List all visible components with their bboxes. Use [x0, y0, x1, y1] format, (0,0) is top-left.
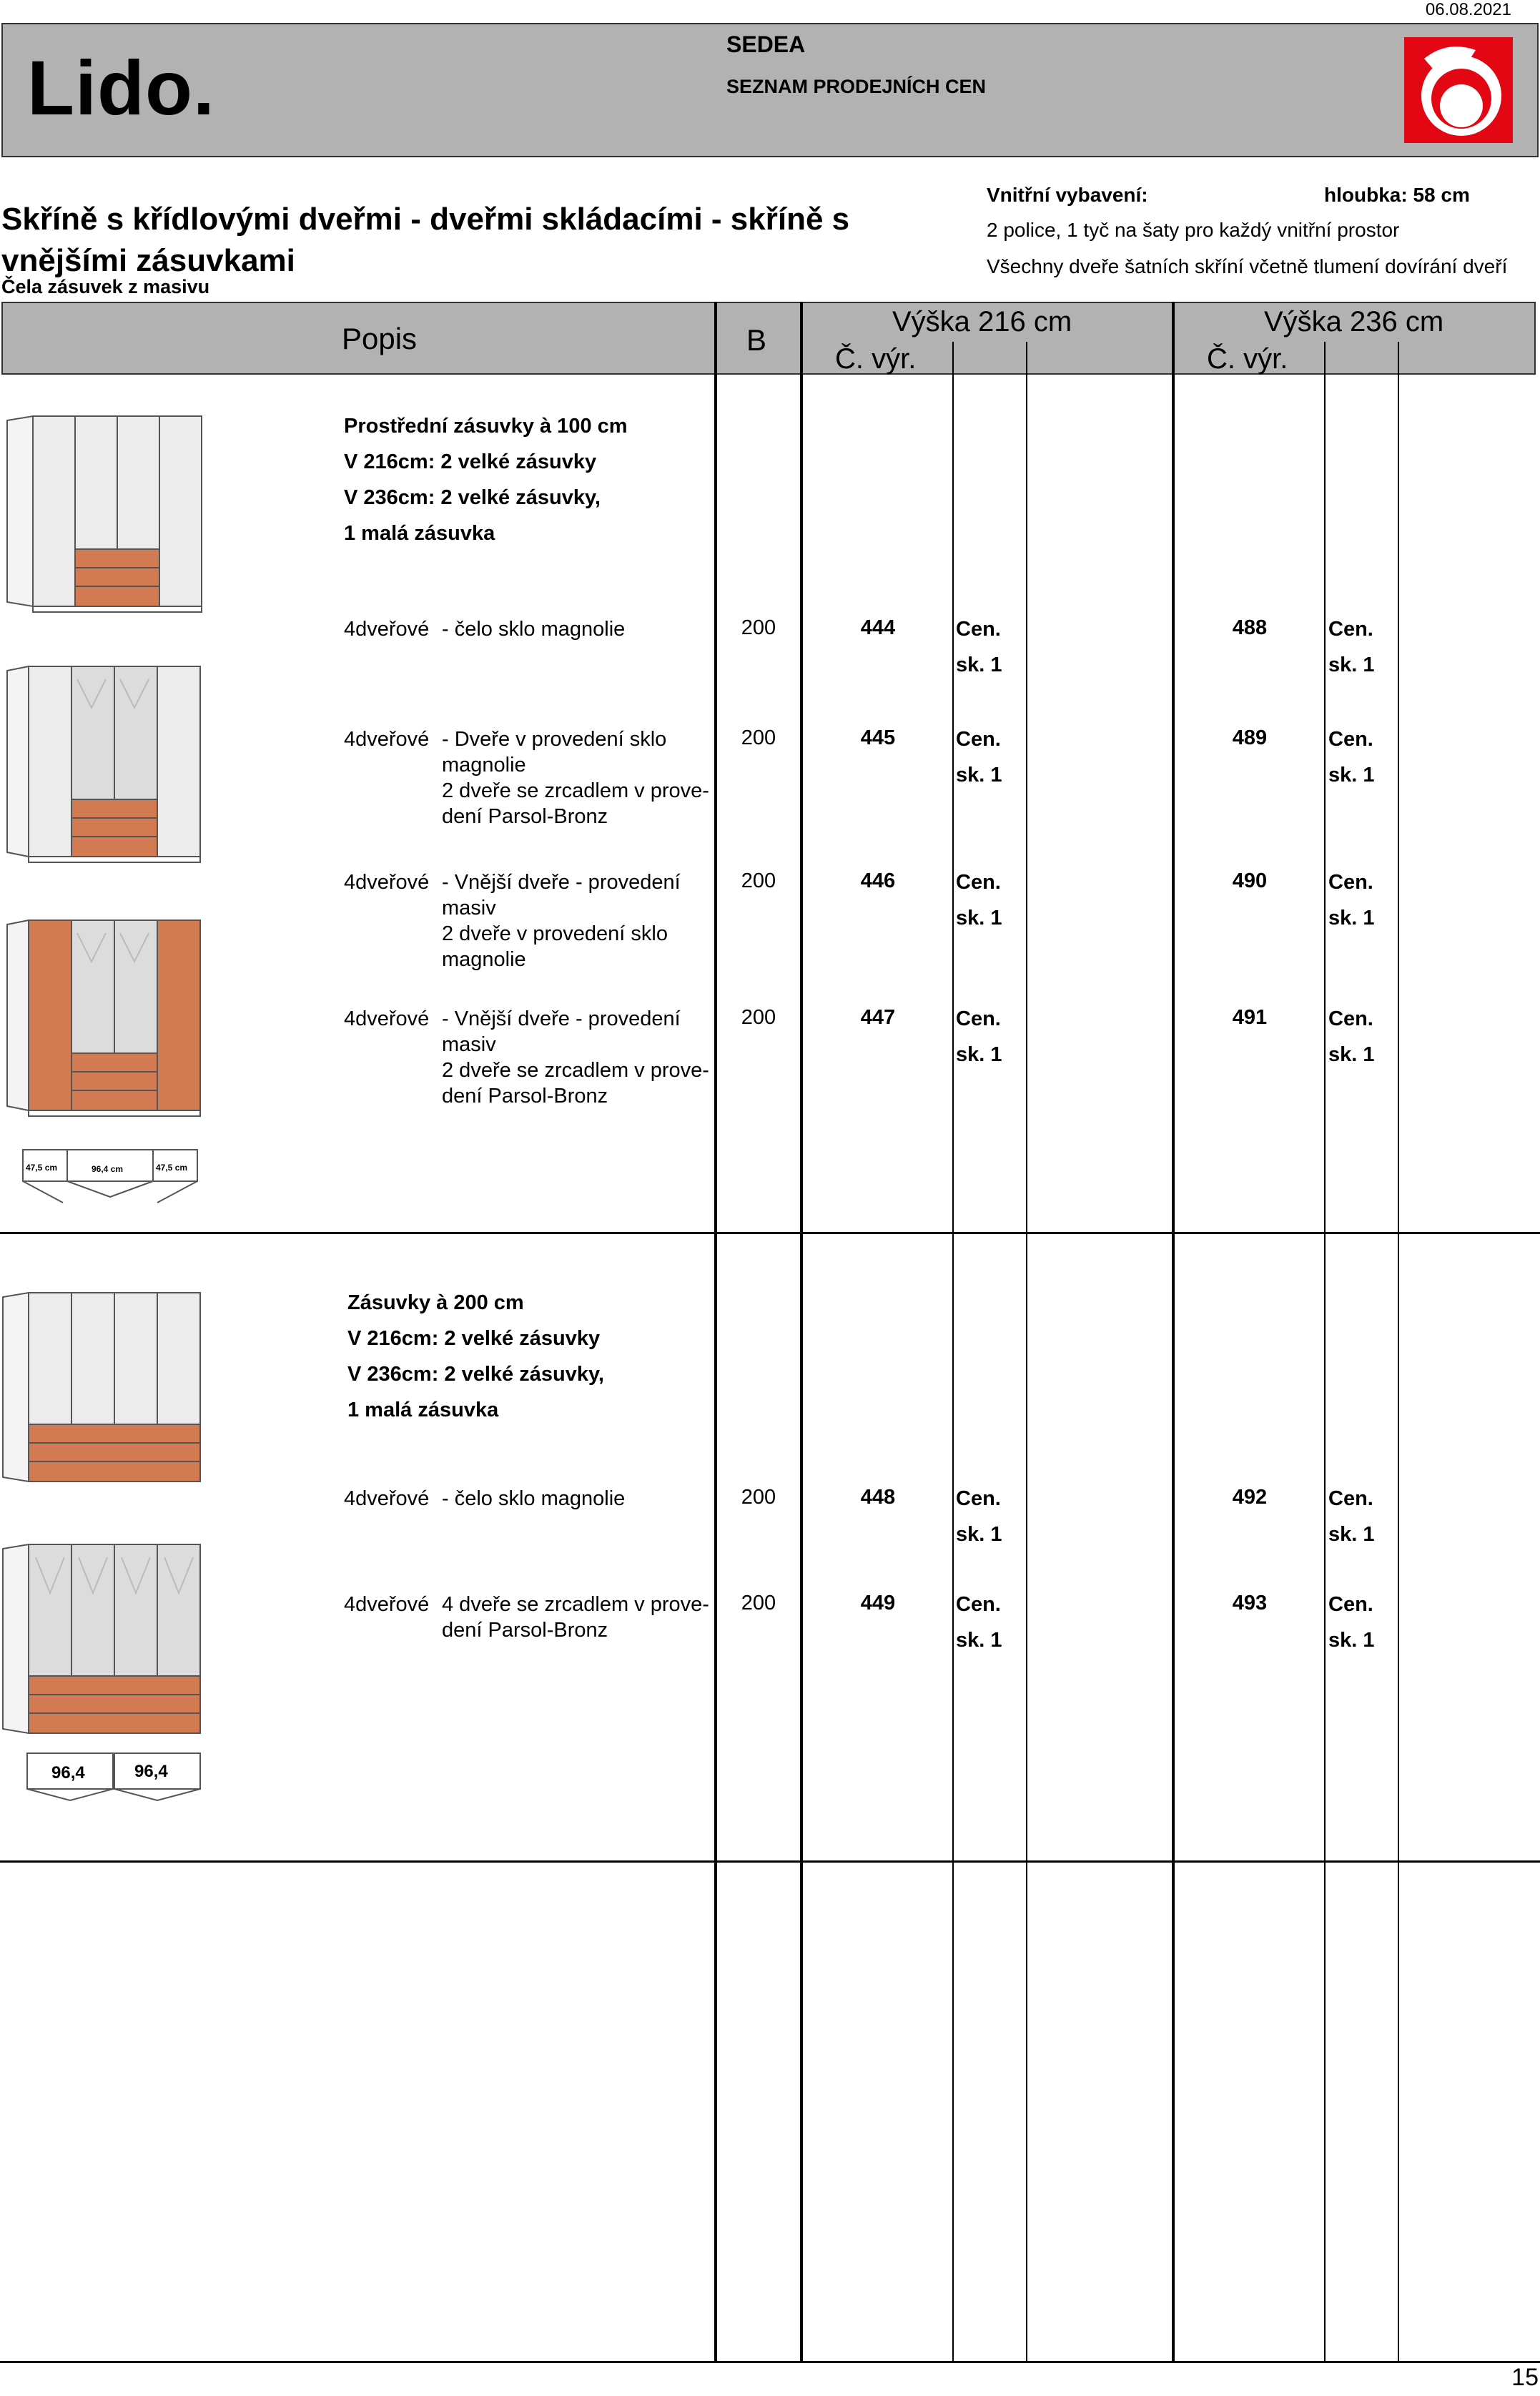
section2-heading-3: V 236cm: 2 velké zásuvky, — [347, 1363, 604, 1386]
page-title: Skříně s křídlovými dveřmi - dveřmi skládacími - skříně s vnějšími zásuvkami — [1, 202, 850, 278]
grid-line — [1398, 342, 1399, 2361]
row-price-group-236: Cen. — [1328, 871, 1373, 894]
section1-heading-3: V 236cm: 2 velké zásuvky, — [344, 486, 601, 509]
wardrobe-illustration-wood-mirror — [6, 919, 203, 1119]
row-width: 200 — [741, 616, 776, 639]
dimension-label: 96,4 cm — [92, 1164, 124, 1174]
row-price-group-216: Cen. — [956, 1007, 1001, 1030]
row-price-group-236: Cen. — [1328, 618, 1373, 641]
row-description: - čelo sklo magnolie — [442, 1487, 626, 1510]
row-width: 200 — [741, 1592, 776, 1614]
page-number: 15 — [1511, 2364, 1539, 2391]
row-type: 4dveřové — [344, 618, 430, 641]
row-price-group-216-sk: sk. 1 — [956, 764, 1002, 787]
row-price-group-216: Cen. — [956, 618, 1001, 641]
row-type: 4dveřové — [344, 1593, 430, 1616]
table-bottom-line — [0, 2361, 1540, 2363]
section2-heading-2: V 216cm: 2 velké zásuvky — [347, 1327, 601, 1350]
section2-heading-1: Zásuvky à 200 cm — [347, 1291, 524, 1314]
row-article-216: 445 — [860, 726, 896, 749]
row-price-group-236: Cen. — [1328, 1593, 1373, 1616]
row-price-group-216-sk: sk. 1 — [956, 907, 1002, 930]
wardrobe-illustration-mirror-glass — [6, 665, 203, 865]
row-description: 4 dveře se zrcadlem v prove-dení Parsol-Bronz — [442, 1593, 709, 1642]
row-article-216: 444 — [860, 616, 896, 639]
col-header-h236: Výška 236 cm — [1264, 306, 1444, 337]
grid-line — [1026, 342, 1027, 2361]
row-article-216: 446 — [860, 869, 896, 892]
row-article-236: 489 — [1232, 726, 1268, 749]
row-price-group-216-sk: sk. 1 — [956, 1523, 1002, 1546]
row-price-group-236-sk: sk. 1 — [1328, 764, 1375, 787]
supplier-name: SEDEA — [726, 31, 806, 57]
depth-label: hloubka: 58 cm — [1324, 184, 1470, 206]
row-article-236: 492 — [1232, 1486, 1268, 1509]
dimension-label: 47,5 cm — [26, 1163, 58, 1173]
row-price-group-216: Cen. — [956, 728, 1001, 751]
row-price-group-236-sk: sk. 1 — [1328, 1043, 1375, 1066]
interior-label: Vnitřní vybavení: — [987, 184, 1148, 206]
row-width: 200 — [741, 1486, 776, 1509]
dimension-label: 47,5 cm — [156, 1163, 188, 1173]
row-type: 4dveřové — [344, 1007, 430, 1030]
row-type: 4dveřové — [344, 728, 430, 751]
interior-line-2: Všechny dveře šatních skříní včetně tlumení dovírání dveří — [987, 255, 1508, 277]
grid-line — [1324, 342, 1326, 2361]
row-price-group-236: Cen. — [1328, 1007, 1373, 1030]
row-price-group-236: Cen. — [1328, 1487, 1373, 1510]
row-article-236: 493 — [1232, 1592, 1268, 1614]
row-type: 4dveřové — [344, 1487, 430, 1510]
sedea-logo-icon — [1404, 37, 1513, 143]
dimension-label: 96,4 — [51, 1763, 85, 1783]
section-divider — [0, 1860, 1540, 1863]
col-header-h216: Výška 216 cm — [892, 306, 1072, 337]
print-date: 06.08.2021 — [1425, 0, 1511, 19]
row-price-group-216-sk: sk. 1 — [956, 1629, 1002, 1652]
row-article-236: 490 — [1232, 869, 1268, 892]
grid-line — [800, 302, 803, 2361]
row-price-group-236-sk: sk. 1 — [1328, 907, 1375, 930]
interior-line-1: 2 police, 1 tyč na šaty pro každý vnitřní prostor — [987, 219, 1400, 241]
grid-line — [1172, 302, 1175, 2361]
row-price-group-236-sk: sk. 1 — [1328, 1523, 1375, 1546]
document-title: SEZNAM PRODEJNÍCH CEN — [726, 76, 987, 97]
section2-heading-4: 1 malá zásuvka — [347, 1399, 499, 1421]
col-header-cvyr-236: Č. výr. — [1207, 343, 1288, 375]
row-width: 200 — [741, 726, 776, 749]
row-price-group-236-sk: sk. 1 — [1328, 654, 1375, 676]
brand-title: Lido. — [27, 44, 215, 131]
col-header-cvyr-216: Č. výr. — [835, 343, 917, 375]
row-price-group-216: Cen. — [956, 871, 1001, 894]
row-article-216: 448 — [860, 1486, 896, 1509]
section1-heading-1: Prostřední zásuvky à 100 cm — [344, 415, 628, 438]
row-price-group-216: Cen. — [956, 1487, 1001, 1510]
row-width: 200 — [741, 1006, 776, 1029]
row-price-group-216-sk: sk. 1 — [956, 1043, 1002, 1066]
row-price-group-236: Cen. — [1328, 728, 1373, 751]
section1-heading-2: V 216cm: 2 velké zásuvky — [344, 450, 597, 473]
col-header-b: B — [746, 323, 767, 357]
row-article-216: 449 — [860, 1592, 896, 1614]
row-article-216: 447 — [860, 1006, 896, 1029]
row-price-group-236-sk: sk. 1 — [1328, 1629, 1375, 1652]
section1-heading-4: 1 malá zásuvka — [344, 522, 495, 545]
row-width: 200 — [741, 869, 776, 892]
row-type: 4dveřové — [344, 871, 430, 894]
col-header-popis: Popis — [342, 322, 418, 355]
row-article-236: 491 — [1232, 1006, 1268, 1029]
wardrobe-illustration-glass-wide-drawers — [1, 1291, 203, 1489]
row-article-236: 488 — [1232, 616, 1268, 639]
row-description: - Vnější dveře - provedení masiv 2 dveře v provedení sklo magnolie — [442, 871, 681, 971]
row-description: - Vnější dveře - provedení masiv 2 dveře se zrcadlem v prove-dení Parsol-Bronz — [442, 1007, 709, 1108]
section-divider — [0, 1232, 1540, 1234]
floor-plan-dimensions — [21, 1147, 200, 1204]
row-description: - Dveře v provedení sklo magnolie 2 dveře se zrcadlem v prove-dení Parsol-Bronz — [442, 728, 709, 828]
grid-line — [714, 302, 717, 2361]
wardrobe-illustration-mirror-wide-drawers — [1, 1543, 203, 1740]
row-price-group-216: Cen. — [956, 1593, 1001, 1616]
dimension-label: 96,4 — [134, 1762, 168, 1781]
wardrobe-illustration-glass-drawers — [6, 415, 203, 615]
row-description: - čelo sklo magnolie — [442, 618, 626, 641]
row-price-group-216-sk: sk. 1 — [956, 654, 1002, 676]
grid-line — [952, 342, 954, 2361]
page-subtitle: Čela zásuvek z masivu — [1, 276, 210, 297]
